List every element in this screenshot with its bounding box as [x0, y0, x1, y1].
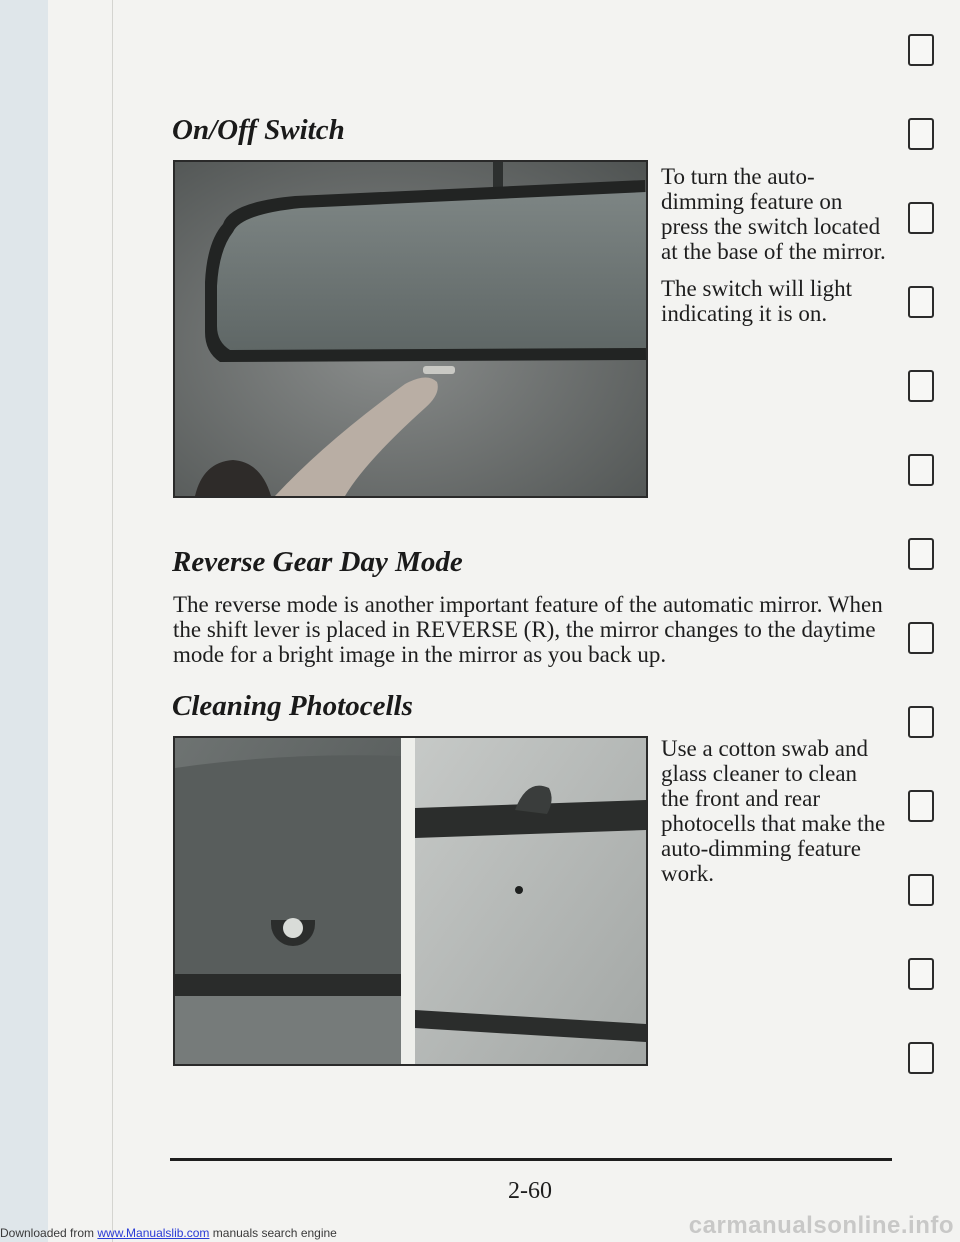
- onoff-paragraph-1: To turn the auto-dimming feature on press the switch located at the base of the mirror.: [661, 164, 886, 264]
- download-suffix: manuals search engine: [209, 1226, 337, 1240]
- binding-strip: [0, 0, 48, 1242]
- thumb-index-tabs: [904, 0, 944, 1242]
- thumb-tab: [908, 1042, 934, 1074]
- reverse-description: The reverse mode is another important feature of the automatic mirror. When the shift lever is placed in REVERSE (R), the mirror changes to the daytime mode for a bright image in the mirror as you back up.: [173, 592, 883, 667]
- onoff-paragraph-2: The switch will light indicating it is on.: [661, 276, 853, 326]
- page-fold-line: [112, 0, 113, 1242]
- onoff-description: [661, 164, 886, 338]
- cleaning-paragraph: Use a cotton swab and glass cleaner to clean the front and rear photocells that make the auto-dimming feature work.: [661, 736, 886, 886]
- thumb-tab: [908, 202, 934, 234]
- thumb-tab: [908, 622, 934, 654]
- download-prefix: Downloaded from: [0, 1226, 98, 1240]
- thumb-tab: [908, 286, 934, 318]
- footer-rule: [170, 1158, 892, 1161]
- thumb-tab: [908, 454, 934, 486]
- photo-rearview-mirror-switch: [173, 160, 648, 498]
- thumb-tab: [908, 958, 934, 990]
- mirror-switch-illustration: [175, 162, 646, 496]
- watermark: carmanualsonline.info: [688, 1212, 954, 1239]
- cleaning-description: [661, 736, 886, 898]
- heading-reverse-gear-day-mode: Reverse Gear Day Mode: [172, 546, 463, 578]
- thumb-tab: [908, 874, 934, 906]
- heading-cleaning-photocells: Cleaning Photocells: [172, 690, 413, 722]
- heading-onoff-switch: On/Off Switch: [172, 114, 345, 146]
- thumb-tab: [908, 118, 934, 150]
- thumb-tab: [908, 34, 934, 66]
- thumb-tab: [908, 706, 934, 738]
- download-credit: [0, 1226, 337, 1242]
- thumb-tab: [908, 538, 934, 570]
- photo-photocells: [173, 736, 648, 1066]
- page-number: 2-60: [508, 1178, 552, 1204]
- photocells-illustration: [175, 738, 646, 1064]
- manualslib-link[interactable]: www.Manualslib.com: [97, 1226, 210, 1240]
- thumb-tab: [908, 790, 934, 822]
- thumb-tab: [908, 370, 934, 402]
